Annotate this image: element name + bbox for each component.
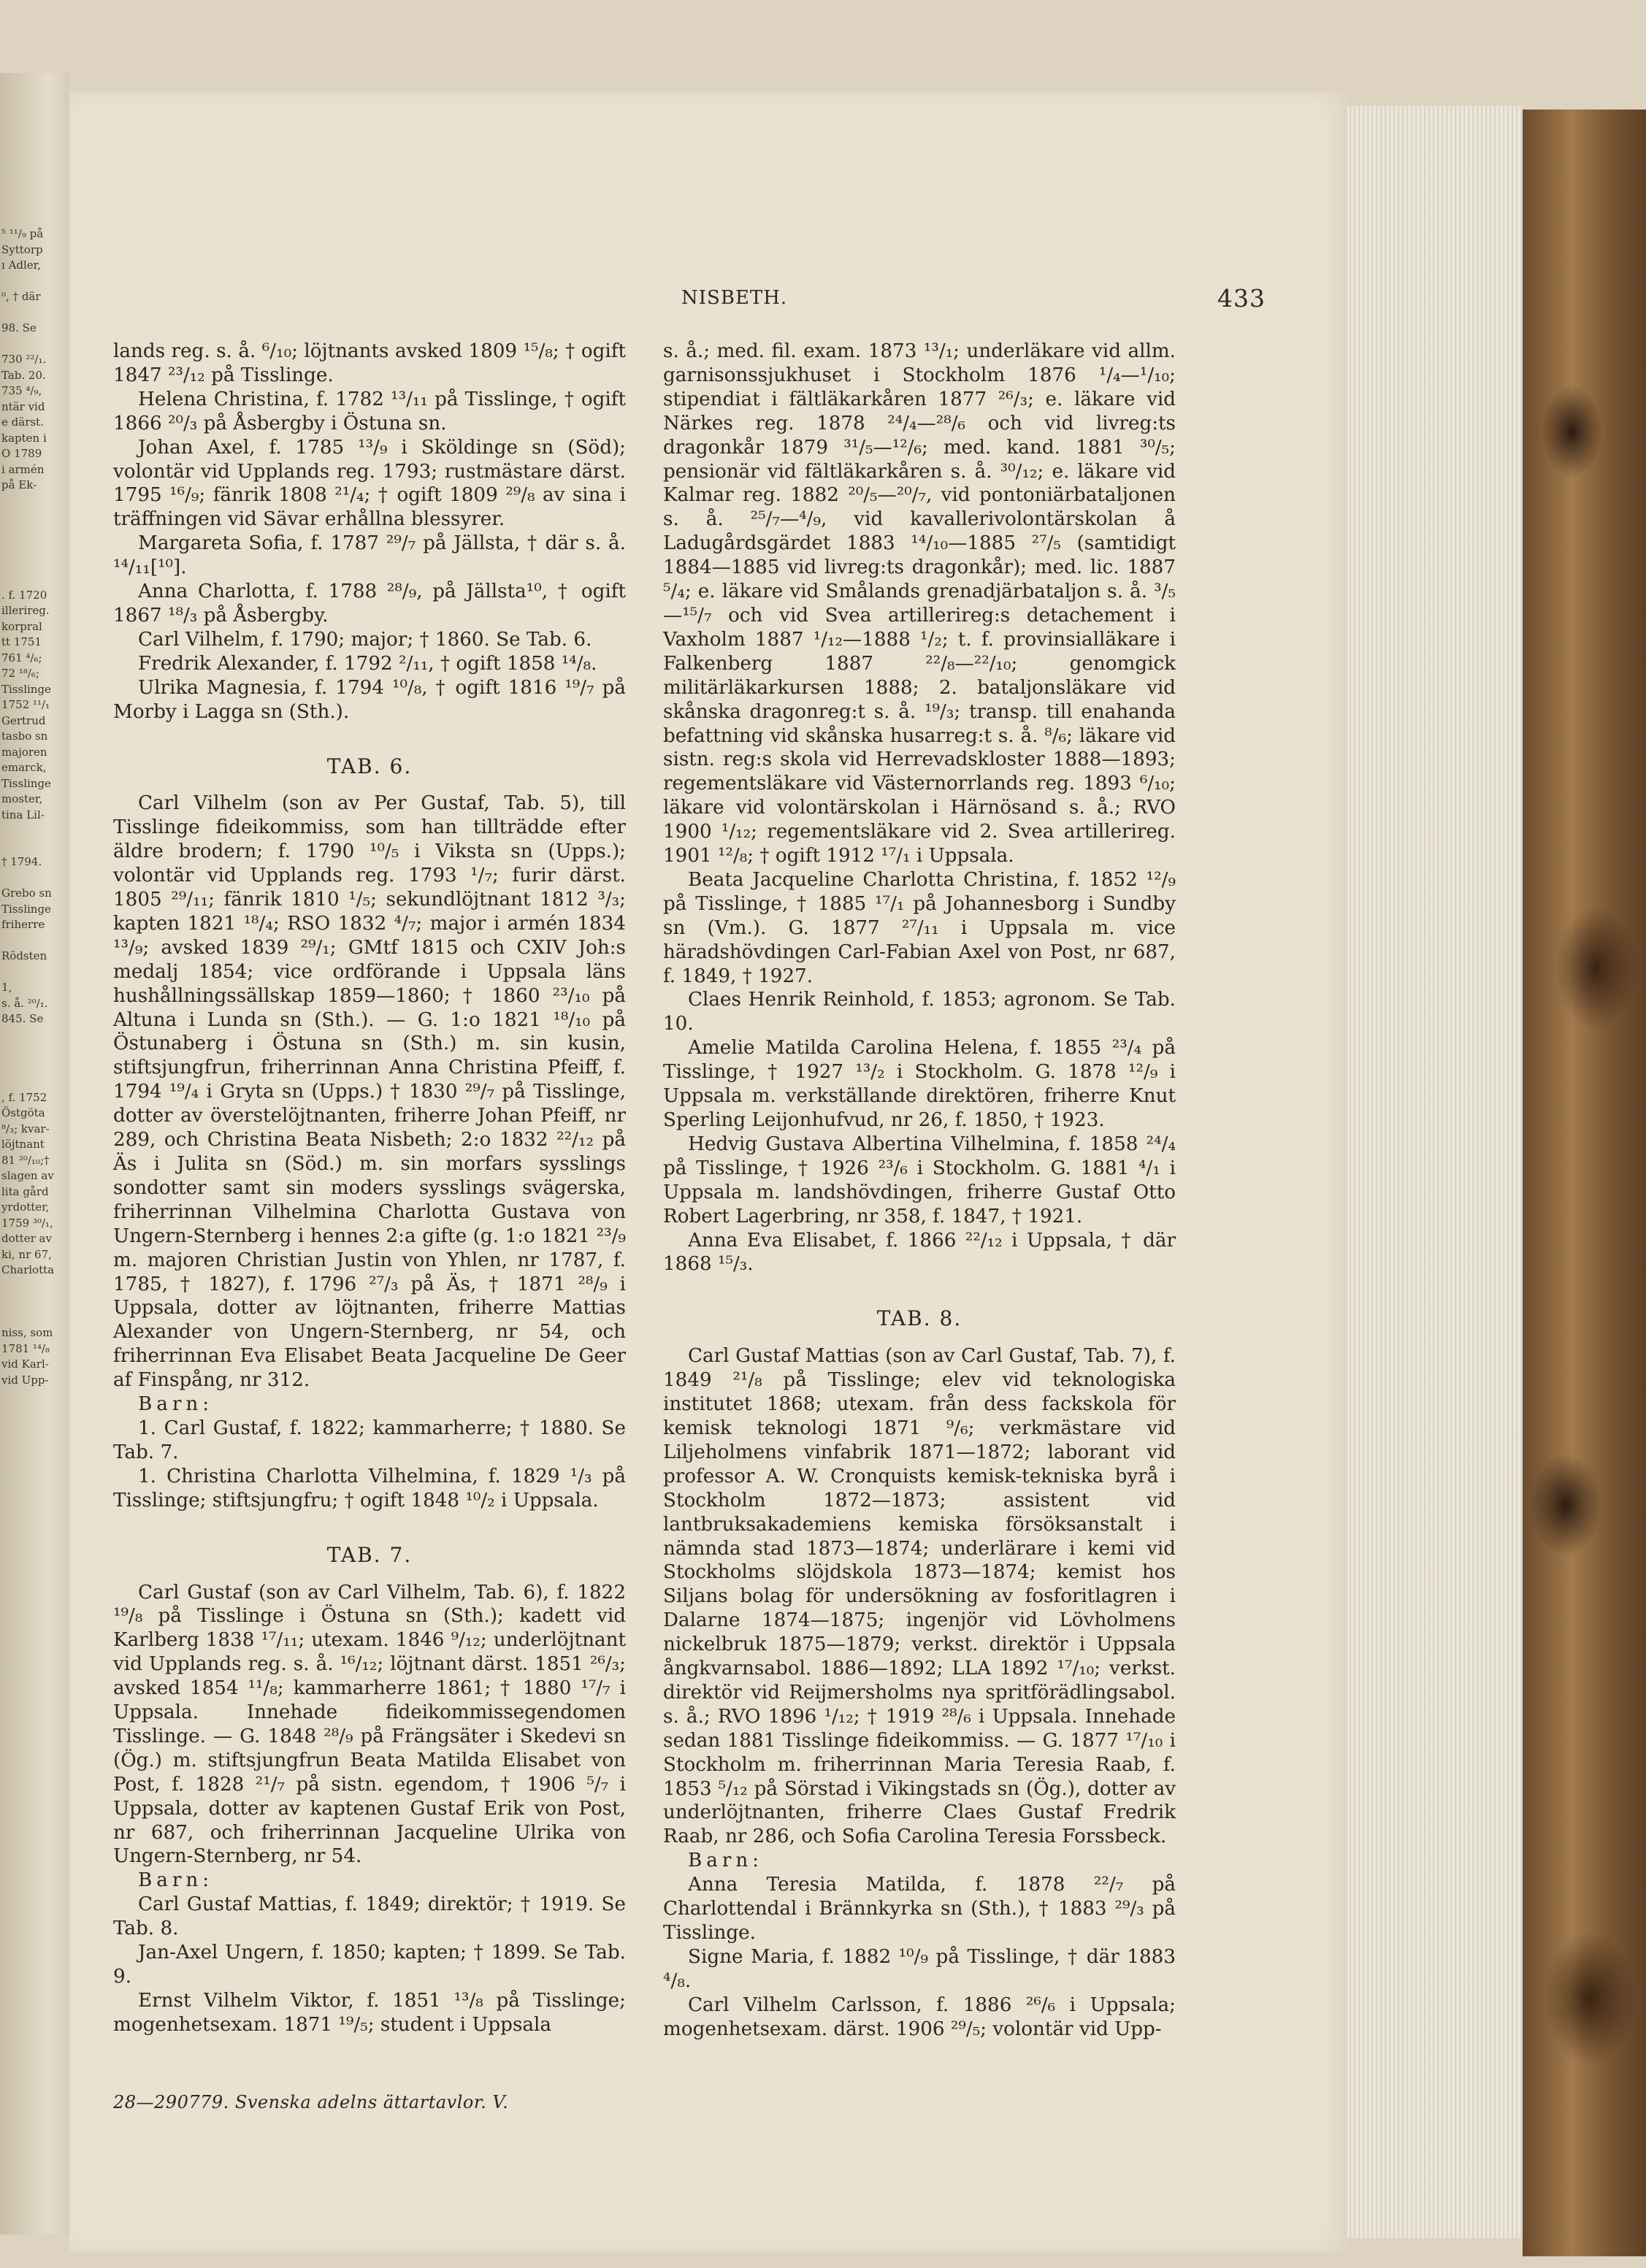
running-head: NISBETH. xyxy=(681,287,788,309)
adjacent-page-line: friherre xyxy=(1,918,45,931)
adjacent-page-line: e därst. xyxy=(1,415,44,429)
adjacent-page-line: 72 ¹⁸/₆; xyxy=(1,667,40,680)
entry-paragraph: Carl Gustaf Mattias (son av Carl Gustaf, Tab. 7), f. 1849 ²¹/₈ på Tisslinge; elev vid teknologiska institutet 1868; utexam. från dess fackskola för kemisk teknologi 1871 ⁹/₆; verkmästare vid Liljeholmens vinfabrik 1871—1872; laborant vid professor A. W. Cronquists kemisk-tekniska byrå i Stockholm 1872—1873; assistent vid lantbruksakademiens kemiska försöksanstalt i nämnda stad 1873—1874; underlärare i kemi vid Stockholms slöjdskola 1873—1874; kemist hos Siljans bolag för undersökning av fosforitlagren i Dalarne 1874—1875; ingenjör vid Lövholmens nickelbruk 1875—1879; verkst. direktör i Uppsala ångkvarnsabol. 1886—1892; LLA 1892 ¹⁷/₁₀; verkst. direktör vid Reijmersholms nya spritförädlingsabol. s. å.; RVO 1896 ¹/₁₂; † 1919 ²⁸/₆ i Uppsala. Innehade sedan 1881 Tisslinge fideikommiss. — G. 1877 ¹⁷/₁₀ i Stockholm m. friherrinnan Maria Teresia Raab, f. 1853 ⁵/₁₂ på Sörstad i Vikingstads sn (Ög.), dotter av underlöjtnanten, friherre Claes Gustaf Fredrik Raab, nr 286, och Sofia Carolina Teresia Forssbeck. xyxy=(663,1345,1176,1848)
adjacent-page-line xyxy=(1,1310,67,1326)
adjacent-page-line: dotter av xyxy=(1,1232,52,1245)
entry-paragraph: Helena Christina, f. 1782 ¹³/₁₁ på Tisslinge, † ogift 1866 ²⁰/₃ på Åsbergby i Östuna sn. xyxy=(113,388,626,434)
adjacent-page-line xyxy=(1,337,67,353)
adjacent-page-line: , f. 1752 xyxy=(1,1090,47,1104)
adjacent-page-line xyxy=(1,839,67,855)
entry-paragraph: Beata Jacqueline Charlotta Christina, f. 1852 ¹²/₉ på Tisslinge, † 1885 ¹⁷/₁ på Johannesborg i Sundby sn (Vm.). G. 1877 ²⁷/₁₁ i Uppsala m. vice häradshövdingen Carl-Fabian Axel von Post, nr 687, f. 1849, † 1927. xyxy=(663,868,1176,987)
left-text-column xyxy=(113,340,626,2037)
adjacent-page-line: vid Upp- xyxy=(1,1373,49,1387)
children-heading: Barn: xyxy=(138,1393,214,1416)
adjacent-page-line xyxy=(1,556,67,572)
entry-paragraph: 1. Carl Gustaf, f. 1822; kammarherre; † 1880. Se Tab. 7. xyxy=(113,1417,626,1463)
adjacent-page-line: lita gård xyxy=(1,1184,49,1198)
adjacent-page-text xyxy=(1,226,67,1388)
adjacent-page-line: vid Karl- xyxy=(1,1357,49,1371)
adjacent-page-line: Rödsten xyxy=(1,949,47,962)
adjacent-page-line: Tisslinge xyxy=(1,902,51,916)
printer-signature-line: 28—290779. Svenska adelns ättartavlor. V. xyxy=(113,2092,509,2112)
page-number: 433 xyxy=(1217,284,1266,313)
adjacent-page-line: 730 ²²/₁. xyxy=(1,353,47,366)
entry-paragraph: Anna Teresia Matilda, f. 1878 ²²/₇ på Charlottendal i Brännkyrka sn (Sth.), † 1883 ²⁹/₃ på Tisslinge. xyxy=(663,1874,1176,1944)
adjacent-page-line: Charlotta xyxy=(1,1263,55,1276)
adjacent-page-line: yrdotter, xyxy=(1,1200,50,1214)
adjacent-page-line xyxy=(1,274,67,290)
adjacent-page-line: 98. Se xyxy=(1,321,37,334)
adjacent-page-line xyxy=(1,870,67,886)
adjacent-page-line xyxy=(1,494,67,510)
adjacent-page-line xyxy=(1,509,67,525)
adjacent-page-line: 1752 ¹¹/₁ xyxy=(1,698,50,711)
adjacent-page-line: Grebo sn xyxy=(1,886,52,900)
entry-paragraph: Amelie Matilda Carolina Helena, f. 1855 ²³/₄ på Tisslinge, † 1927 ¹³/₂ i Stockholm. G. 1878 ¹²/₉ i Uppsala m. verkställande direktören, friherre Knut Sperling Leijonhufvud, nr 26, f. 1850, † 1923. xyxy=(663,1037,1176,1131)
adjacent-page-line: moster, xyxy=(1,792,43,805)
adjacent-page-line: tina Lil- xyxy=(1,808,45,821)
table-heading: TAB. 8. xyxy=(876,1306,962,1331)
entry-paragraph: Jan-Axel Ungern, f. 1850; kapten; † 1899. Se Tab. 9. xyxy=(113,1942,626,1988)
adjacent-page-line xyxy=(1,933,67,949)
table-heading: TAB. 6. xyxy=(326,754,413,778)
adjacent-page-line xyxy=(1,965,67,981)
children-heading: Barn: xyxy=(688,1850,764,1872)
children-heading: Barn: xyxy=(138,1869,214,1892)
adjacent-page-line: 1781 ¹⁴/₈ xyxy=(1,1341,50,1355)
entry-paragraph: Hedvig Gustava Albertina Vilhelmina, f. 1858 ²⁴/₄ på Tisslinge, † 1926 ²³/₆ i Stockholm. G. 1881 ⁴/₁ i Uppsala m. landshövdingen, friherre Gustaf Otto Robert Lagerbring, nr 358, f. 1847, † 1921. xyxy=(663,1133,1176,1227)
adjacent-page-line xyxy=(1,572,67,588)
entry-paragraph: Ulrika Magnesia, f. 1794 ¹⁰/₈, † ogift 1816 ¹⁹/₇ på Morby i Lagga sn (Sth.). xyxy=(113,676,626,723)
adjacent-page-line: ⁰, † där xyxy=(1,290,41,303)
adjacent-page-line: Östgöta xyxy=(1,1106,45,1119)
adjacent-page-line xyxy=(1,525,67,541)
right-text-column xyxy=(663,340,1176,2042)
adjacent-page-line xyxy=(1,1043,67,1059)
adjacent-page-line: ki, nr 67, xyxy=(1,1247,52,1261)
adjacent-page-line: s. å. ²⁰/₁. xyxy=(1,996,48,1010)
adjacent-page-line: Tisslinge xyxy=(1,682,51,696)
adjacent-page-line: ⁵ ¹¹/₉ på xyxy=(1,227,44,240)
adjacent-page-line: Tisslinge xyxy=(1,776,51,790)
adjacent-page-strip xyxy=(0,73,69,2234)
entry-paragraph: Anna Charlotta, f. 1788 ²⁸/₉, på Jällsta¹⁰, † ogift 1867 ¹⁸/₃ på Åsbergby. xyxy=(113,581,626,627)
entry-paragraph: Carl Gustaf Mattias, f. 1849; direktör; † 1919. Se Tab. 8. xyxy=(113,1893,626,1940)
adjacent-page-line: 845. Se xyxy=(1,1012,44,1025)
adjacent-page-line xyxy=(1,540,67,556)
adjacent-page-line: korpral xyxy=(1,619,42,633)
adjacent-page-line: . f. 1720 xyxy=(1,588,47,602)
adjacent-page-line: niss, som xyxy=(1,1326,53,1339)
adjacent-page-line: kapten i xyxy=(1,431,47,445)
entry-paragraph: Claes Henrik Reinhold, f. 1853; agronom. Se Tab. 10. xyxy=(663,989,1176,1035)
adjacent-page-line: Syttorp xyxy=(1,242,43,256)
adjacent-page-line: O 1789 xyxy=(1,447,42,460)
entry-paragraph: Carl Vilhelm Carlsson, f. 1886 ²⁶/₆ i Uppsala; mogenhetsexam. därst. 1906 ²⁹/₅; volontär vid Upp- xyxy=(663,1993,1176,2040)
entry-paragraph: Johan Axel, f. 1785 ¹³/₉ i Sköldinge sn (Söd); volontär vid Upplands reg. 1793; rustmästare därst. 1795 ¹⁶/₉; fänrik 1808 ²¹/₄; † ogift 1809 ²⁹/₈ av sina i träffningen vid Sävar erhållna blessyrer. xyxy=(113,436,626,531)
entry-paragraph: Carl Vilhelm (son av Per Gustaf, Tab. 5), till Tisslinge fideikommiss, som han tillträdde efter äldre brodern; f. 1790 ¹⁰/₅ i Viksta sn (Upps.); volontär vid Upplands reg. 1793 ¹/₇; furir därst. 1805 ²⁹/₁₁; fänrik 1810 ¹/₅; sekundlöjtnant 1812 ³/₃; kapten 1821 ¹⁸/₄; RSO 1832 ⁴/₇; major i armén 1834 ¹³/₉; avsked 1839 ²⁹/₁; GMtf 1815 och CXIV Joh:s medalj 1854; vice ordförande i Uppsala läns hushållningssällskap 1859—1860; † 1860 ²³/₁₀ på Altuna i Lunda sn (Sth.). — G. 1:o 1821 ¹⁸/₁₀ på Östunaberg i Östuna sn (Sth.) m. sin kusin, stiftsjungfrun, friherrinnan Anna Christina Pfeiff, f. 1794 ¹⁹/₄ i Gryta sn (Upps.) † 1830 ²⁹/₇ på Tisslinge, dotter av överstelöjtnanten, friherre Johan Pfeiff, nr 289, och Christina Beata Nisbeth; 2:o 1832 ²²/₁₂ på Äs i Julita sn (Söd.) m. sin morfars sysslings sondotter samt sin moders sysslings svägerska, friherrinnan Vilhelmina Charlotta Gustava von Ungern-Sternberg i hennes 2:a gifte (g. 1:o 1821 ²³/₉ m. majoren Christian Justin von Yhlen, nr 1787, f. 1785, † 1827), f. 1796 ²⁷/₃ på Äs, † 1871 ²⁸/₉ i Uppsala, dotter av löjtnanten, friherre Mattias Alexander von Ungern-Sternberg, nr 54, och friherrinnan Eva Elisabet Beata Jacqueline De Geer af Finspång, nr 312. xyxy=(113,792,626,1392)
adjacent-page-line: ⁸/₃; kvar- xyxy=(1,1122,50,1135)
entry-paragraph: lands reg. s. å. ⁶/₁₀; löjtnants avsked 1809 ¹⁵/₈; † ogift 1847 ²³/₁₂ på Tisslinge. xyxy=(113,340,626,386)
adjacent-page-line: 761 ⁴/₆; xyxy=(1,651,42,664)
adjacent-page-line: ntär vid xyxy=(1,399,45,413)
adjacent-page-line: tasbo sn xyxy=(1,729,48,743)
adjacent-page-line xyxy=(1,1027,67,1043)
adjacent-page-line: löjtnant xyxy=(1,1138,45,1151)
entry-paragraph: 1. Christina Charlotta Vilhelmina, f. 1829 ¹/₃ på Tisslinge; stiftsjungfru; † ogift 1848 ¹⁰/₂ i Uppsala. xyxy=(113,1465,626,1512)
adjacent-page-line: tt 1751 xyxy=(1,635,42,648)
adjacent-page-line: 735 ⁴/₉, xyxy=(1,384,42,397)
adjacent-page-line xyxy=(1,1294,67,1310)
adjacent-page-line: illerireg. xyxy=(1,604,50,617)
adjacent-page-line: Gertrud xyxy=(1,713,46,727)
adjacent-page-line: † 1794. xyxy=(1,855,42,868)
adjacent-page-line: emarck, xyxy=(1,761,47,774)
page-edges xyxy=(1347,106,1523,2238)
entry-paragraph: Carl Vilhelm, f. 1790; major; † 1860. Se Tab. 6. xyxy=(138,628,592,651)
adjacent-page-line xyxy=(1,823,67,839)
adjacent-page-line: i armén xyxy=(1,462,45,476)
adjacent-page-line: majoren xyxy=(1,745,47,759)
book-cover-edge xyxy=(1523,110,1646,2256)
adjacent-page-line: 81 ²⁰/₁₀;† xyxy=(1,1153,50,1167)
entry-paragraph: Margareta Sofia, f. 1787 ²⁹/₇ på Jällsta, † där s. å. ¹⁴/₁₁[¹⁰]. xyxy=(113,532,626,579)
adjacent-page-line xyxy=(1,1059,67,1075)
entry-paragraph: Signe Maria, f. 1882 ¹⁰/₉ på Tisslinge, † där 1883 ⁴/₈. xyxy=(663,1945,1176,1992)
adjacent-page-line: ı Adler, xyxy=(1,258,41,272)
entry-paragraph: Ernst Vilhelm Viktor, f. 1851 ¹³/₈ på Tisslinge; mogenhetsexam. 1871 ¹⁹/₅; student i Uppsala xyxy=(113,1989,626,2036)
adjacent-page-line xyxy=(1,1279,67,1295)
entry-paragraph: s. å.; med. fil. exam. 1873 ¹³/₁; underläkare vid allm. garnisonssjukhuset i Stockholm 1876 ¹/₄—¹/₁₀; stipendiat i fältläkarkåren 1877 ²⁶/₃; e. läkare vid Närkes reg. 1878 ²⁴/₄—²⁸/₆ och vid livreg:ts dragonkår 1879 ³¹/₅—¹²/₆; med. kand. 1881 ³⁰/₅; pensionär vid fältläkarkåren s. å. ³⁰/₁₂; e. läkare vid Kalmar reg. 1882 ²⁰/₅—²⁰/₇, vid pontoniärbataljonen s. å. ²⁵/₇—⁴/₉, vid kavallerivolontärskolan å Ladugårdsgärdet 1883 ¹⁴/₁₀—1885 ²⁷/₅ (samtidigt 1884—1885 vid livreg:ts dragonkår); med. lic. 1887 ⁵/₄; e. läkare vid Smålands grenadjärbataljon s. å. ³/₅—¹⁵/₇ och vid Svea artillerireg:s detachement i Vaxholm 1887 ¹/₁₂—1888 ¹/₂; t. f. provinsialläkare i Falkenberg 1887 ²²/₈—²²/₁₀; genomgick militärläkarkursen 1888; 2. bataljonsläkare vid skånska dragonreg:t s. å. ¹⁹/₃; transp. till enahanda befattning vid skånska husarreg:t s. å. ⁸/₆; läkare vid sistn. reg:s skola vid Herrevadskloster 1888—1893; regementsläkare vid Västernorrlands reg. 1893 ⁶/₁₀; läkare vid volontärskolan i Härnösand s. å.; RVO 1900 ¹/₁₂; regementsläkare vid 2. Svea artillerireg. 1901 ¹²/₈; † ogift 1912 ¹⁷/₁ i Uppsala. xyxy=(663,340,1176,867)
adjacent-page-line: 1, xyxy=(1,981,12,994)
entry-paragraph: Anna Eva Elisabet, f. 1866 ²²/₁₂ i Uppsala, † där 1868 ¹⁵/₃. xyxy=(663,1229,1176,1276)
adjacent-page-line xyxy=(1,305,67,321)
adjacent-page-line: på Ek- xyxy=(1,478,37,491)
table-heading: TAB. 7. xyxy=(326,1542,413,1567)
adjacent-page-line: 1759 ³⁰/₁, xyxy=(1,1216,53,1230)
book-page xyxy=(69,91,1347,2253)
adjacent-page-line xyxy=(1,1074,67,1090)
entry-paragraph: Fredrik Alexander, f. 1792 ²/₁₁, † ogift 1858 ¹⁴/₈. xyxy=(138,652,597,675)
entry-paragraph: Carl Gustaf (son av Carl Vilhelm, Tab. 6), f. 1822 ¹⁹/₈ på Tisslinge i Östuna sn (Sth.); kadett vid Karlberg 1838 ¹⁷/₁₁; utexam. 1846 ⁹/₁₂; underlöjtnant vid Upplands reg. s. å. ¹⁶/₁₂; löjtnant därst. 1851 ²⁶/₃; avsked 1854 ¹¹/₈; kammarherre 1861; † 1880 ¹⁷/₇ i Uppsala. Innehade fideikommissegendomen Tisslinge. — G. 1848 ²⁸/₉ på Frängsäter i Skedevi sn (Ög.) m. stiftsjungfrun Beata Matilda Elisabet von Post, f. 1828 ²¹/₇ på sistn. egendom, † 1906 ⁵/₇ i Uppsala, dotter av kaptenen Gustaf Erik von Post, nr 687, och friherrinnan Jacqueline Ulrika von Ungern-Sternberg, nr 54. xyxy=(113,1581,626,1868)
adjacent-page-line: slagen av xyxy=(1,1169,54,1182)
adjacent-page-line: Tab. 20. xyxy=(1,368,46,382)
